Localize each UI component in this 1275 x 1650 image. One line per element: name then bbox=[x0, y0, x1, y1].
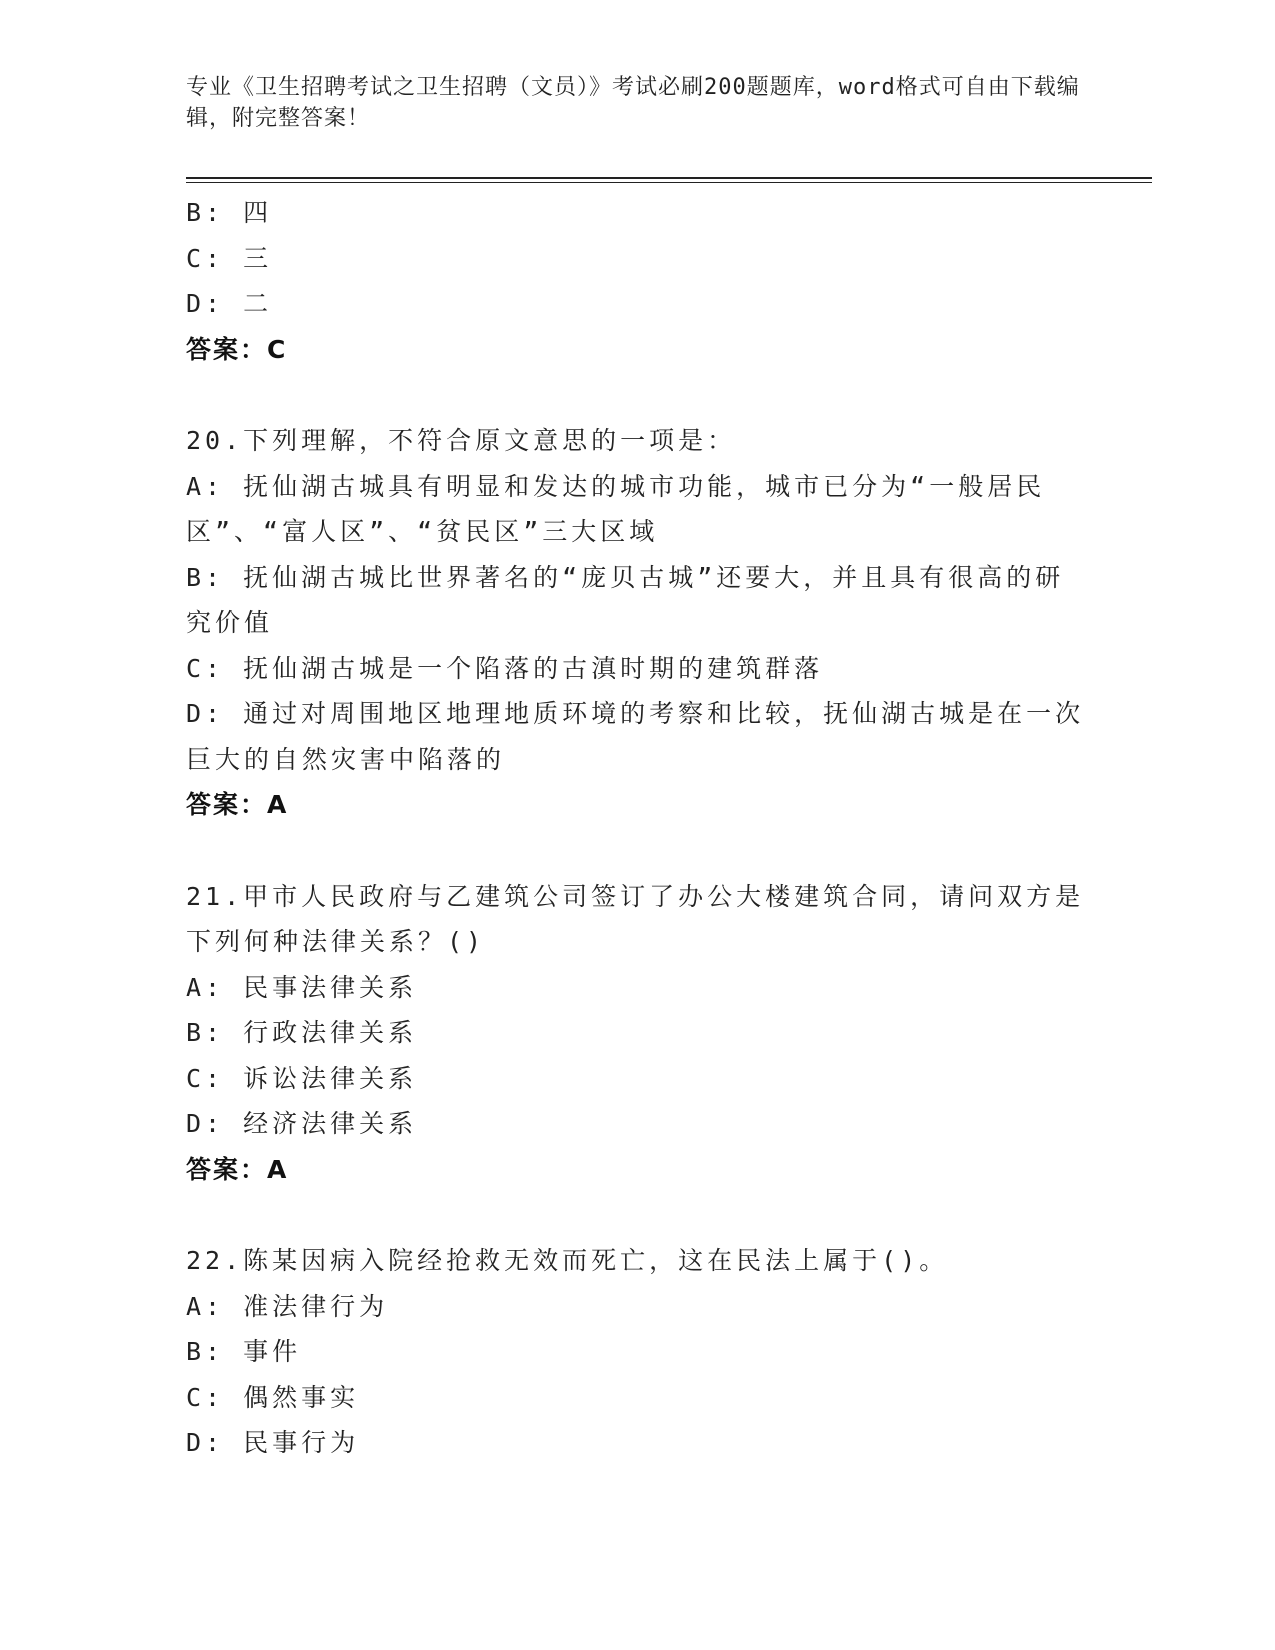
question-stem: 21.甲市人民政府与乙建筑公司签订了办公大楼建筑合同，请问双方是下列何种法律关系？() bbox=[186, 881, 1085, 956]
question-content bbox=[186, 190, 1086, 1466]
option-a: A: 准法律行为 bbox=[186, 1291, 389, 1321]
option-b: B: 抚仙湖古城比世界著名的“庞贝古城”还要大，并且具有很高的研究价值 bbox=[186, 562, 1065, 637]
spacer bbox=[186, 828, 1086, 874]
header-rule-thin bbox=[186, 182, 1152, 183]
question-20 bbox=[186, 418, 1086, 828]
option-d: D: 经济法律关系 bbox=[186, 1109, 418, 1138]
question-stem: 22.陈某因病入院经抢救无效而死亡，这在民法上属于()。 bbox=[186, 1246, 949, 1275]
answer: 答案：A bbox=[186, 1154, 289, 1184]
option-a: A: 抚仙湖古城具有明显和发达的城市功能，城市已分为“一般居民区”、“富人区”、“贫民区”三大区域 bbox=[186, 471, 1046, 546]
option-a: A: 民事法律关系 bbox=[186, 972, 418, 1002]
question-21 bbox=[186, 874, 1086, 1193]
document-header: 专业《卫生招聘考试之卫生招聘（文员）》考试必刷200题题库，word格式可自由下载编辑，附完整答案！ bbox=[186, 75, 1080, 131]
option-b: B: 事件 bbox=[186, 1337, 302, 1366]
option-c: C: 抚仙湖古城是一个陷落的古滇时期的建筑群落 bbox=[186, 653, 824, 683]
option-c: C: 三 bbox=[186, 243, 273, 273]
spacer bbox=[186, 372, 1086, 418]
option-b: B: 四 bbox=[186, 198, 273, 227]
option-d: D: 通过对周围地区地理地质环境的考察和比较，抚仙湖古城是在一次巨大的自然灾害中陷落的 bbox=[186, 699, 1085, 774]
question-22 bbox=[186, 1238, 1086, 1466]
option-d: D: 民事行为 bbox=[186, 1428, 360, 1457]
answer: 答案：C bbox=[186, 334, 288, 364]
spacer bbox=[186, 1192, 1086, 1238]
option-c: C: 诉讼法律关系 bbox=[186, 1063, 418, 1093]
answer: 答案：A bbox=[186, 790, 289, 819]
option-c: C: 偶然事实 bbox=[186, 1382, 360, 1412]
header-rule-thick bbox=[186, 177, 1152, 179]
option-b: B: 行政法律关系 bbox=[186, 1018, 418, 1047]
question-stem: 20.下列理解，不符合原文意思的一项是： bbox=[186, 426, 737, 455]
question-19-tail bbox=[186, 190, 1086, 372]
option-d: D: 二 bbox=[186, 289, 273, 318]
